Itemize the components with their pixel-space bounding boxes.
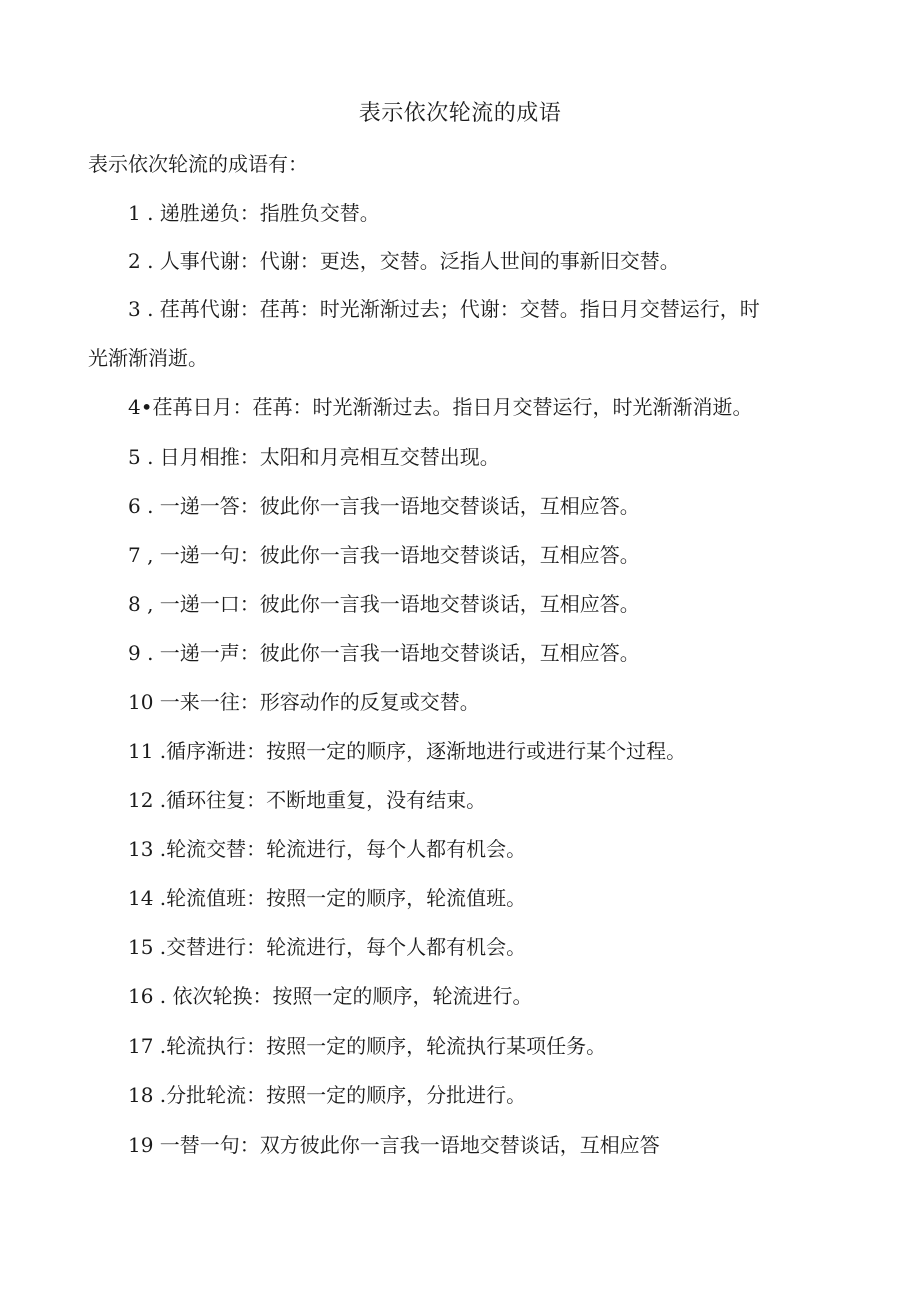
- idiom-line: 1 . 递胜递负：指胜负交替。: [128, 201, 380, 225]
- idiom-line: 13 .轮流交替：轮流进行，每个人都有机会。: [128, 837, 527, 861]
- idiom-line: 16 . 依次轮换：按照一定的顺序，轮流进行。: [128, 984, 533, 1008]
- idiom-line-continuation: 光渐渐消逝。: [88, 346, 208, 370]
- idiom-line: 5 . 日月相推：太阳和月亮相互交替出现。: [128, 445, 500, 469]
- idiom-line: 12 .循环往复：不断地重复，没有结束。: [128, 788, 487, 812]
- idiom-line: 14 .轮流值班：按照一定的顺序，轮流值班。: [128, 886, 527, 910]
- page-title: 表示依次轮流的成语: [358, 101, 562, 126]
- idiom-line: 4•荏苒日月：荏苒：时光渐渐过去。指日月交替运行，时光渐渐消逝。: [128, 395, 753, 419]
- idiom-line: 15 .交替进行：轮流进行，每个人都有机会。: [128, 935, 527, 959]
- idiom-line: 11 .循序渐进：按照一定的顺序，逐渐地进行或进行某个过程。: [128, 739, 687, 763]
- intro-text: 表示依次轮流的成语有：: [88, 152, 308, 176]
- idiom-line: 19 一替一句：双方彼此你一言我一语地交替谈话，互相应答: [128, 1133, 660, 1157]
- idiom-line: 8 , 一递一口：彼此你一言我一语地交替谈话，互相应答。: [128, 592, 640, 616]
- idiom-line: 17 .轮流执行：按照一定的顺序，轮流执行某项任务。: [128, 1034, 607, 1058]
- idiom-line: 2 . 人事代谢：代谢：更迭，交替。泛指人世间的事新旧交替。: [128, 249, 680, 273]
- idiom-line: 3 . 荏苒代谢：荏苒：时光渐渐过去；代谢：交替。指日月交替运行，时: [128, 297, 760, 321]
- idiom-line: 6 . 一递一答：彼此你一言我一语地交替谈话，互相应答。: [128, 494, 640, 518]
- idiom-line: 18 .分批轮流：按照一定的顺序，分批进行。: [128, 1083, 527, 1107]
- idiom-line: 7 , 一递一句：彼此你一言我一语地交替谈话，互相应答。: [128, 543, 640, 567]
- idiom-line: 10 一来一往：形容动作的反复或交替。: [128, 690, 480, 714]
- idiom-line: 9 . 一递一声：彼此你一言我一语地交替谈话，互相应答。: [128, 641, 640, 665]
